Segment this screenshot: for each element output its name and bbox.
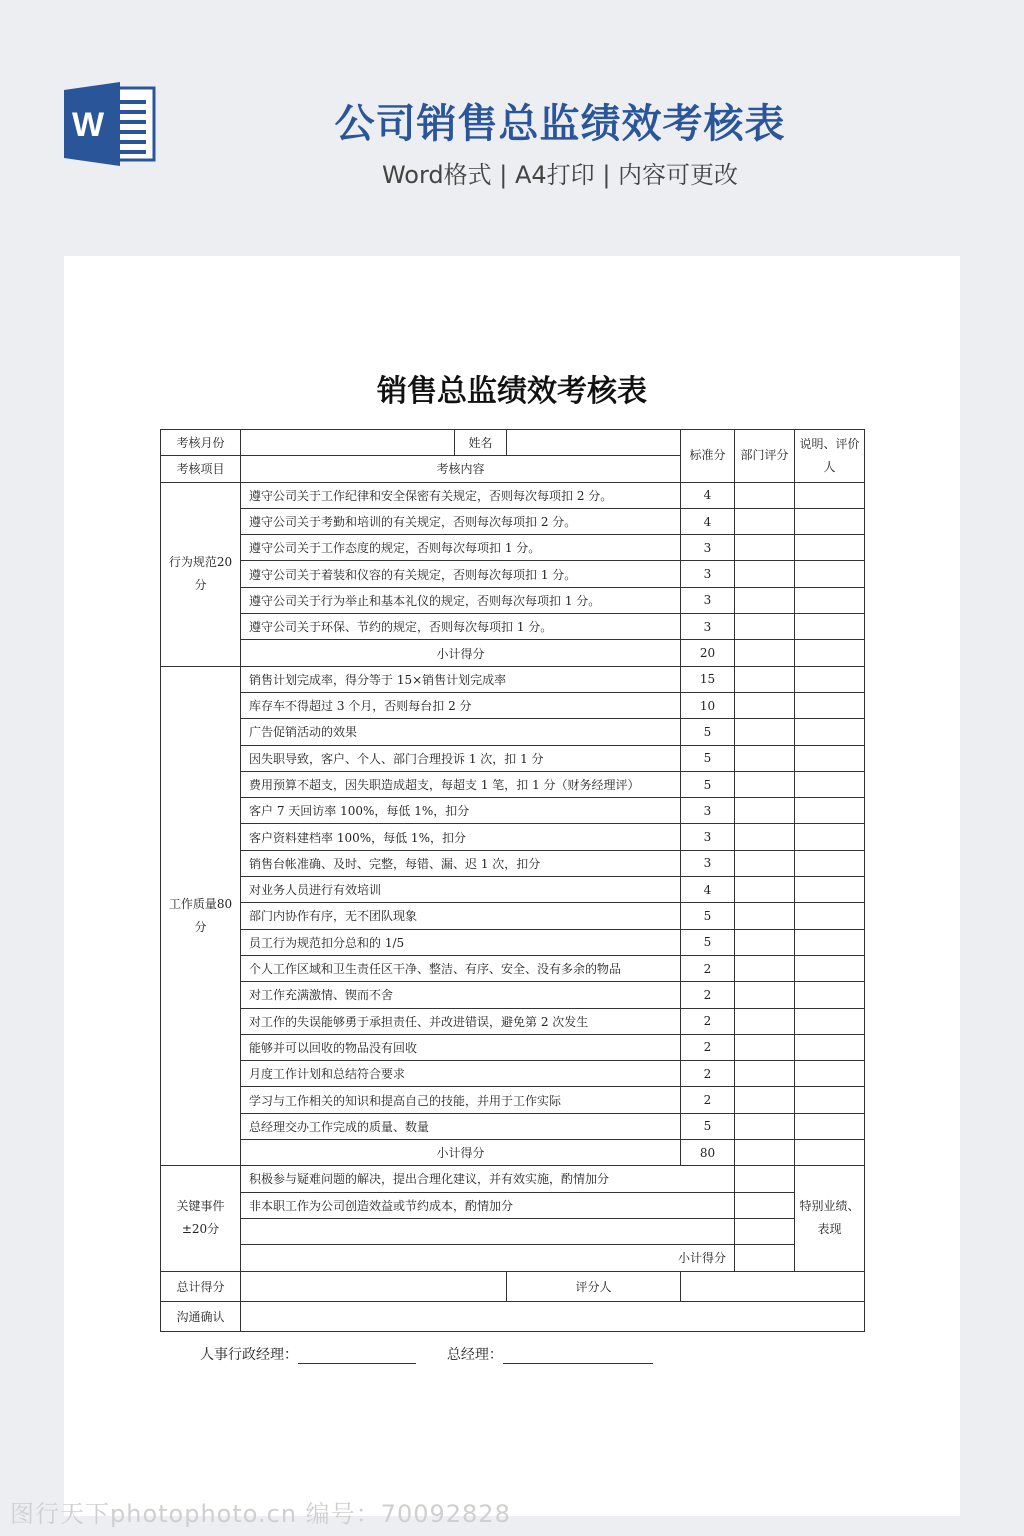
criteria-content: 库存车不得超过 3 个月，否则每台扣 2 分 [241, 692, 681, 718]
standard-score: 5 [681, 929, 735, 955]
remark-cell[interactable] [795, 692, 865, 718]
remark-cell[interactable] [795, 877, 865, 903]
dept-score-cell[interactable] [735, 508, 795, 534]
dept-score-cell[interactable] [735, 745, 795, 771]
criteria-content: 遵守公司关于行为举止和基本礼仪的规定，否则每次每项扣 1 分。 [241, 587, 681, 613]
general-manager-signature-field[interactable] [503, 1349, 653, 1364]
standard-score: 4 [681, 877, 735, 903]
criteria-content: 销售台帐准确、及时、完整，每错、漏、迟 1 次，扣分 [241, 850, 681, 876]
criteria-content: 遵守公司关于着装和仪容的有关规定，否则每次每项扣 1 分。 [241, 561, 681, 587]
standard-score: 2 [681, 955, 735, 981]
criteria-content: 对工作充满激情、锲而不舍 [241, 982, 681, 1008]
table-row [161, 1218, 865, 1244]
remark-cell[interactable] [795, 771, 865, 797]
criteria-content: 能够并可以回收的物品没有回收 [241, 1034, 681, 1060]
remark-header: 说明、评价人 [795, 430, 865, 483]
standard-score-header: 标准分 [681, 430, 735, 483]
signature-line [200, 1344, 653, 1364]
remark-cell[interactable] [795, 719, 865, 745]
watermark: 图行天下photophoto.cn 编号：70092828 [10, 1500, 511, 1528]
standard-score: 5 [681, 719, 735, 745]
dept-score-cell[interactable] [735, 535, 795, 561]
dept-score-cell[interactable] [735, 877, 795, 903]
hr-manager-signature-field[interactable] [298, 1349, 416, 1364]
standard-score: 5 [681, 1113, 735, 1139]
dept-score-cell[interactable] [735, 1034, 795, 1060]
dept-score-cell[interactable] [735, 982, 795, 1008]
criteria-content: 月度工作计划和总结符合要求 [241, 1061, 681, 1087]
table-row [161, 1166, 865, 1192]
table-row [161, 1061, 865, 1087]
standard-score: 15 [681, 666, 735, 692]
table-row [161, 903, 865, 929]
table-row [161, 877, 865, 903]
confirm-cell[interactable] [241, 1301, 865, 1331]
remark-cell[interactable] [795, 535, 865, 561]
banner-title: 公司销售总监绩效考核表 [334, 101, 786, 147]
standard-score: 2 [681, 1008, 735, 1034]
standard-score: 3 [681, 535, 735, 561]
remark-cell[interactable] [795, 745, 865, 771]
dept-score-cell[interactable] [735, 692, 795, 718]
subtotal-label: 小计得分 [241, 1245, 735, 1271]
table-row [161, 535, 865, 561]
dept-score-cell[interactable] [735, 1008, 795, 1034]
dept-score-cell[interactable] [735, 719, 795, 745]
name-label: 姓名 [455, 430, 507, 456]
total-row [161, 1271, 865, 1301]
total-score-cell[interactable] [241, 1271, 507, 1301]
assessment-table [160, 429, 865, 1332]
remark-cell[interactable] [795, 1034, 865, 1060]
remark-cell[interactable] [795, 561, 865, 587]
criteria-content: 对业务人员进行有效培训 [241, 877, 681, 903]
dept-score-cell[interactable] [735, 1192, 795, 1218]
remark-cell[interactable] [795, 587, 865, 613]
name-input-cell[interactable] [507, 430, 681, 456]
remark-cell[interactable] [795, 614, 865, 640]
dept-score-cell[interactable] [735, 850, 795, 876]
word-logo-letter: W [71, 106, 105, 144]
key-events-name: 关键事件±20分 [161, 1166, 241, 1271]
section-name: 行为规范20分 [161, 482, 241, 666]
standard-score: 2 [681, 1061, 735, 1087]
dept-score-cell[interactable] [735, 482, 795, 508]
remark-cell[interactable] [795, 824, 865, 850]
criteria-content: 遵守公司关于工作纪律和安全保密有关规定，否则每次每项扣 2 分。 [241, 482, 681, 508]
banner [0, 0, 1024, 256]
subtotal-row [161, 640, 865, 666]
dept-score-cell[interactable] [735, 666, 795, 692]
dept-score-cell[interactable] [735, 955, 795, 981]
dept-score-cell[interactable] [735, 561, 795, 587]
remark-cell[interactable] [795, 1087, 865, 1113]
criteria-content: 对工作的失误能够勇于承担责任、并改进错误，避免第 2 次发生 [241, 1008, 681, 1034]
standard-score: 5 [681, 745, 735, 771]
total-label: 总计得分 [161, 1271, 241, 1301]
table-row [161, 929, 865, 955]
key-event-content: 非本职工作为公司创造效益或节约成本，酌情加分 [241, 1192, 735, 1218]
standard-score: 4 [681, 482, 735, 508]
subtotal-row [161, 1245, 865, 1271]
criteria-content: 部门内协作有序，无不团队现象 [241, 903, 681, 929]
table-row [161, 982, 865, 1008]
remark-cell[interactable] [795, 955, 865, 981]
rater-label: 评分人 [507, 1271, 681, 1301]
month-label: 考核月份 [161, 430, 241, 456]
remark-cell[interactable] [795, 903, 865, 929]
key-event-content: 积极参与疑难问题的解决，提出合理化建议，并有效实施，酌情加分 [241, 1166, 735, 1192]
standard-score: 2 [681, 1034, 735, 1060]
table-row [161, 1087, 865, 1113]
subtotal-label: 小计得分 [241, 1140, 681, 1166]
criteria-content: 学习与工作相关的知识和提高自己的技能，并用于工作实际 [241, 1087, 681, 1113]
dept-score-cell[interactable] [735, 771, 795, 797]
criteria-content: 广告促销活动的效果 [241, 719, 681, 745]
criteria-content: 遵守公司关于考勤和培训的有关规定，否则每次每项扣 2 分。 [241, 508, 681, 534]
dept-score-cell[interactable] [735, 1140, 795, 1166]
dept-score-cell[interactable] [735, 1218, 795, 1244]
hr-manager-label: 人事行政经理： [200, 1347, 298, 1363]
item-header: 考核项目 [161, 456, 241, 482]
table-row [161, 771, 865, 797]
table-row [161, 798, 865, 824]
confirm-row [161, 1301, 865, 1331]
remark-cell[interactable] [795, 929, 865, 955]
dept-score-cell[interactable] [735, 903, 795, 929]
subtotal-row [161, 1140, 865, 1166]
criteria-content: 遵守公司关于工作态度的规定，否则每次每项扣 1 分。 [241, 535, 681, 561]
standard-score: 5 [681, 903, 735, 929]
standard-score: 3 [681, 561, 735, 587]
dept-score-cell[interactable] [735, 640, 795, 666]
table-row [161, 955, 865, 981]
standard-score: 5 [681, 771, 735, 797]
remark-cell[interactable] [795, 1113, 865, 1139]
criteria-content: 销售计划完成率，得分等于 15×销售计划完成率 [241, 666, 681, 692]
dept-score-header: 部门评分 [735, 430, 795, 483]
criteria-content: 员工行为规范扣分总和的 1/5 [241, 929, 681, 955]
dept-score-cell[interactable] [735, 1245, 795, 1271]
standard-score: 3 [681, 587, 735, 613]
standard-score: 3 [681, 798, 735, 824]
table-row [161, 430, 865, 456]
remark-cell[interactable] [795, 482, 865, 508]
dept-score-cell[interactable] [735, 1061, 795, 1087]
table-row [161, 561, 865, 587]
table-row [161, 719, 865, 745]
dept-score-cell[interactable] [735, 1113, 795, 1139]
remark-cell[interactable] [795, 850, 865, 876]
subtotal-label: 小计得分 [241, 640, 681, 666]
remark-cell[interactable] [795, 798, 865, 824]
criteria-content: 遵守公司关于环保、节约的规定，否则每次每项扣 1 分。 [241, 614, 681, 640]
standard-score: 2 [681, 982, 735, 1008]
table-row [161, 824, 865, 850]
dept-score-cell[interactable] [735, 824, 795, 850]
dept-score-cell[interactable] [735, 1166, 795, 1192]
key-event-content[interactable] [241, 1218, 735, 1244]
document-title: 销售总监绩效考核表 [377, 374, 647, 409]
table-row [161, 587, 865, 613]
table-row [161, 1113, 865, 1139]
table-row [161, 692, 865, 718]
table-row [161, 1192, 865, 1218]
criteria-content: 个人工作区域和卫生责任区干净、整洁、有序、安全、没有多余的物品 [241, 955, 681, 981]
general-manager-label: 总经理： [446, 1347, 503, 1363]
criteria-content: 客户 7 天回访率 100%，每低 1%，扣分 [241, 798, 681, 824]
standard-score: 3 [681, 614, 735, 640]
dept-score-cell[interactable] [735, 929, 795, 955]
table-row [161, 745, 865, 771]
dept-score-cell[interactable] [735, 614, 795, 640]
subtotal-score: 20 [681, 640, 735, 666]
banner-subtitle: Word格式 | A4打印 | 内容可更改 [381, 161, 739, 189]
rater-cell[interactable] [681, 1271, 865, 1301]
dept-score-cell[interactable] [735, 587, 795, 613]
remark-cell[interactable] [795, 640, 865, 666]
remark-cell[interactable] [795, 666, 865, 692]
section-name: 工作质量80分 [161, 666, 241, 1166]
key-events-remark: 特别业绩、表现 [795, 1166, 865, 1271]
remark-cell[interactable] [795, 1061, 865, 1087]
criteria-content: 总经理交办工作完成的质量、数量 [241, 1113, 681, 1139]
standard-score: 3 [681, 824, 735, 850]
criteria-content: 客户资料建档率 100%，每低 1%，扣分 [241, 824, 681, 850]
table-row [161, 850, 865, 876]
content-header: 考核内容 [241, 456, 681, 482]
remark-cell[interactable] [795, 1008, 865, 1034]
standard-score: 2 [681, 1087, 735, 1113]
table-row [161, 666, 865, 692]
standard-score: 4 [681, 508, 735, 534]
table-row [161, 1008, 865, 1034]
criteria-content: 费用预算不超支，因失职造成超支，每超支 1 笔，扣 1 分（财务经理评） [241, 771, 681, 797]
table-row [161, 508, 865, 534]
month-input-cell[interactable] [241, 430, 455, 456]
subtotal-score: 80 [681, 1140, 735, 1166]
remark-cell[interactable] [795, 1140, 865, 1166]
standard-score: 10 [681, 692, 735, 718]
table-row [161, 482, 865, 508]
standard-score: 3 [681, 850, 735, 876]
table-body [161, 430, 865, 1332]
remark-cell[interactable] [795, 982, 865, 1008]
confirm-label: 沟通确认 [161, 1301, 241, 1331]
table-row [161, 614, 865, 640]
dept-score-cell[interactable] [735, 1087, 795, 1113]
criteria-content: 因失职导致，客户、个人、部门合理投诉 1 次，扣 1 分 [241, 745, 681, 771]
remark-cell[interactable] [795, 508, 865, 534]
table-row [161, 1034, 865, 1060]
word-document-icon [64, 82, 156, 166]
dept-score-cell[interactable] [735, 798, 795, 824]
